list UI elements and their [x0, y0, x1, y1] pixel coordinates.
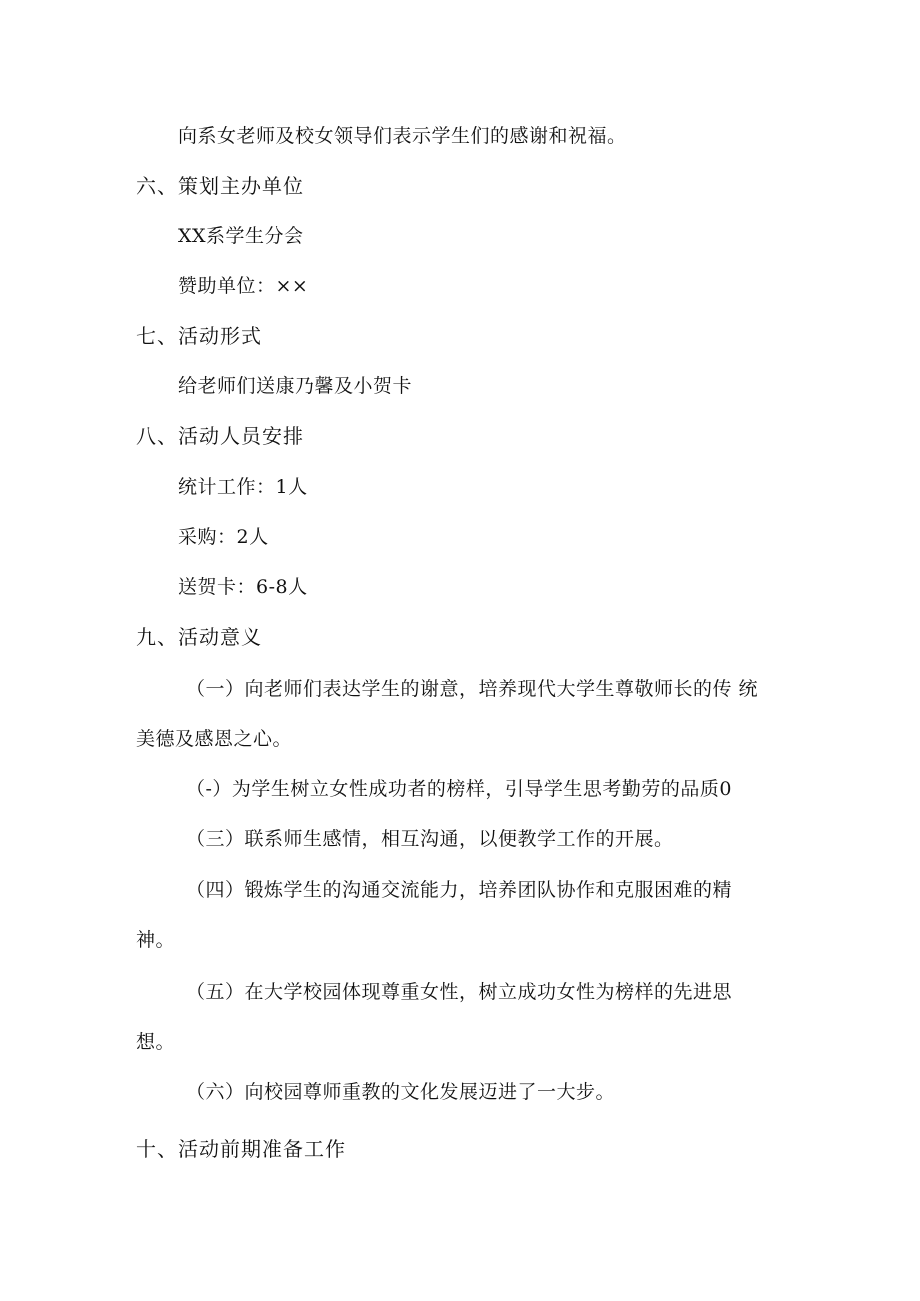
significance-point-5-continued: 想。 — [136, 1031, 176, 1053]
section-6-heading: 六、策划主办单位 — [136, 174, 304, 198]
section-8-heading: 八、活动人员安排 — [136, 424, 304, 448]
significance-point-4-continued: 神。 — [136, 929, 176, 951]
significance-point-1-continued: 美德及感恩之心。 — [136, 728, 293, 750]
staff-item: 统计工作：1人 — [178, 476, 308, 498]
organizer-text: XX系学生分会 — [178, 225, 304, 247]
staff-item: 送贺卡：6-8人 — [178, 576, 308, 598]
significance-point-4: （四）锻炼学生的沟通交流能力，培养团队协作和克服困难的精 — [186, 879, 733, 901]
significance-point-2: （-）为学生树立女性成功者的榜样，引导学生思考勤劳的品质0 — [186, 778, 733, 800]
significance-point-1: （一）向老师们表达学生的谢意，培养现代大学生尊敬师长的传 统 — [186, 678, 759, 700]
intro-paragraph: 向系女老师及校女领导们表示学生们的感谢和祝福。 — [178, 125, 627, 147]
significance-point-6: （六）向校园尊师重教的文化发展迈进了一大步。 — [186, 1081, 616, 1103]
staff-item: 采购：2人 — [178, 526, 269, 548]
sponsor-text: 赞助单位：×× — [178, 275, 309, 297]
significance-point-3: （三）联系师生感情，相互沟通，以便教学工作的开展。 — [186, 828, 674, 850]
section-9-heading: 九、活动意义 — [136, 625, 262, 649]
section-7-heading: 七、活动形式 — [136, 324, 262, 348]
section-10-heading: 十、活动前期准备工作 — [136, 1137, 346, 1161]
activity-form-text: 给老师们送康乃馨及小贺卡 — [178, 375, 413, 397]
significance-point-5: （五）在大学校园体现尊重女性，树立成功女性为榜样的先进思 — [186, 981, 733, 1003]
